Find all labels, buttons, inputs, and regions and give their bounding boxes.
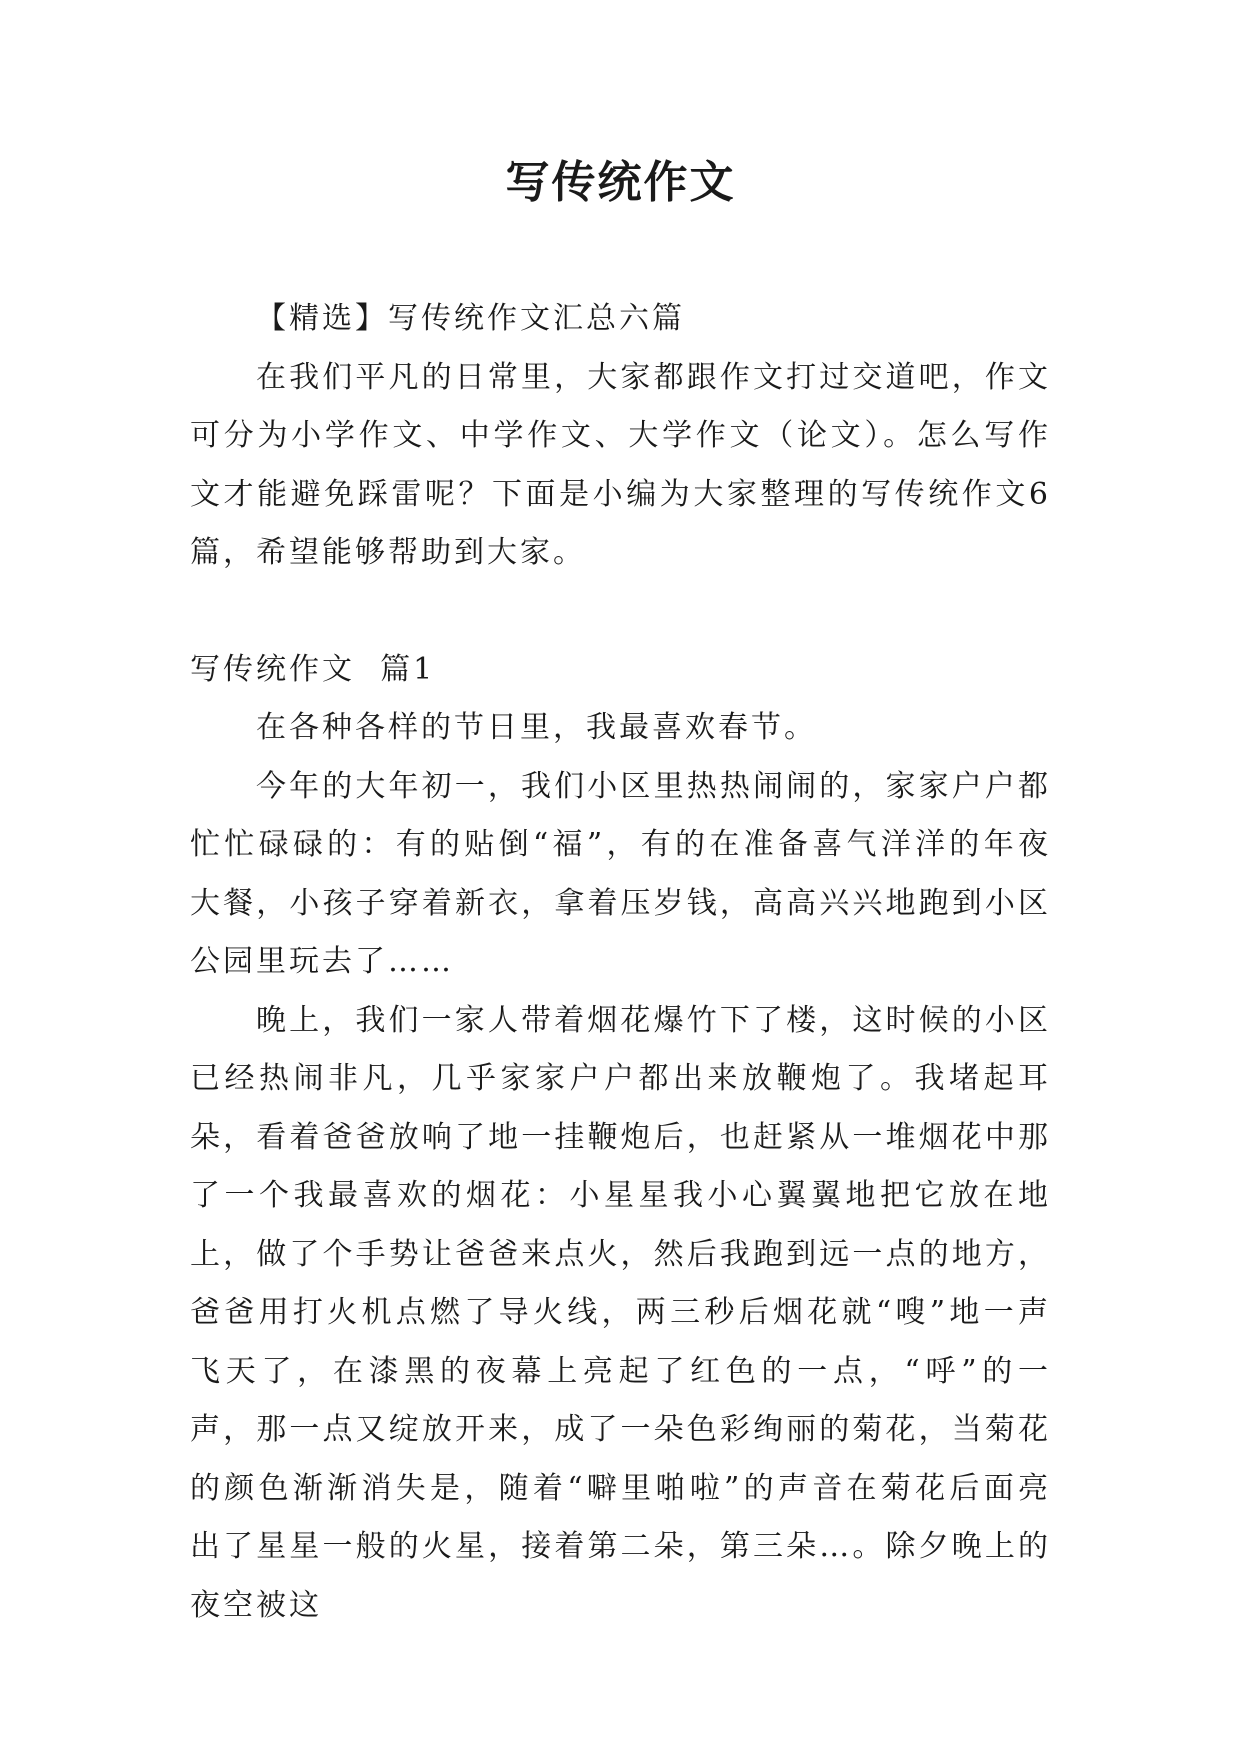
intro-paragraph: 在我们平凡的日常里，大家都跟作文打过交道吧，作文可分为小学作文、中学作文、大学作文（论文）。怎么写作文才能避免踩雷呢？下面是小编为大家整理的写传统作文6篇，希望能够帮助到大家。: [190, 359, 1051, 570]
document-title: 写传统作文: [505, 157, 736, 208]
document-body: [190, 290, 1051, 1635]
section-paragraph: 晚上，我们一家人带着烟花爆竹下了楼，这时候的小区已经热闹非凡，几乎家家户户都出来放鞭炮了。我堵起耳朵，看着爸爸放响了地一挂鞭炮后，也赶紧从一堆烟花中那了一个我最喜欢的烟花：小星星我小心翼翼地把它放在地上，做了个手势让爸爸来点火，然后我跑到远一点的地方，爸爸用打火机点燃了导火线，两三秒后烟花就“嗖”地一声飞天了，在漆黑的夜幕上亮起了红色的一点，“呼”的一声，那一点又绽放开来，成了一朵色彩绚丽的菊花，当菊花的颜色渐渐消失是，随着“噼里啪啦”的声音在菊花后面亮出了星星一般的火星，接着第二朵，第三朵…。除夕晚上的夜空被这: [190, 1002, 1051, 1623]
section-heading: 写传统作文 篇1: [190, 651, 436, 687]
document-subtitle: 【精选】写传统作文汇总六篇: [256, 301, 685, 336]
section-paragraph: 今年的大年初一，我们小区里热热闹闹的，家家户户都忙忙碌碌的：有的贴倒“福”，有的在准备喜气洋洋的年夜大餐，小孩子穿着新衣，拿着压岁钱，高高兴兴地跑到小区公园里玩去了……: [190, 768, 1051, 979]
section-paragraph: 在各种各样的节日里，我最喜欢春节。: [256, 710, 817, 745]
